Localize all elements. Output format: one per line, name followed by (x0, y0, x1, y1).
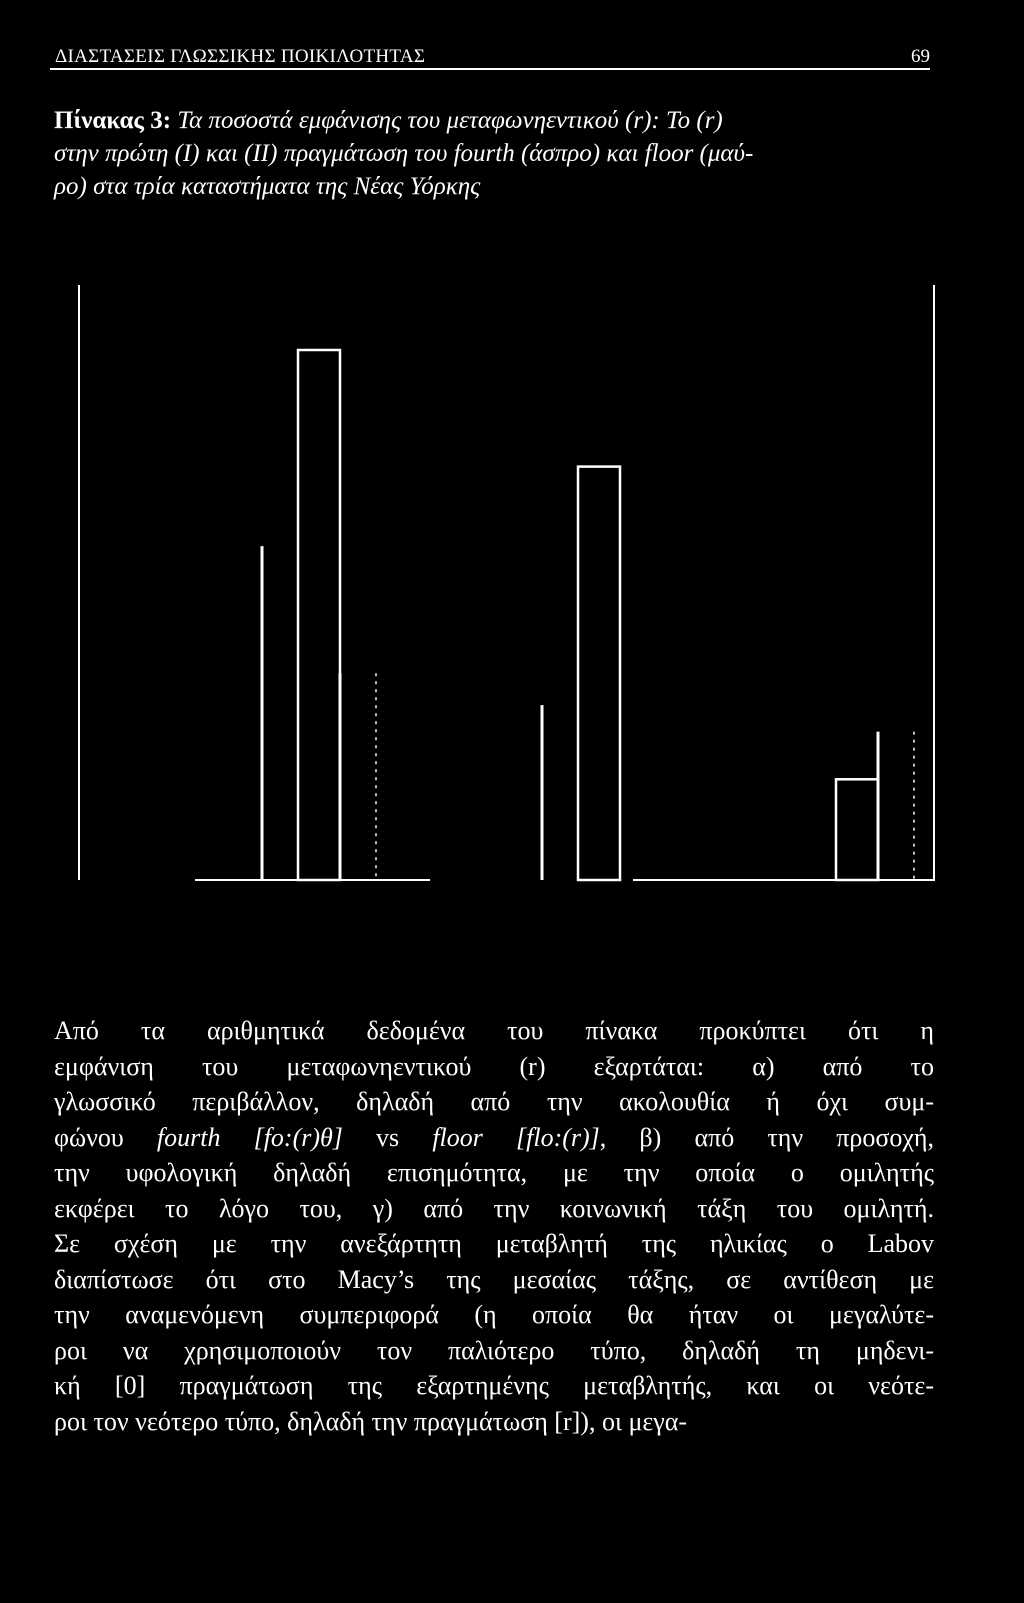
body-text-run: την υφολογική δηλαδή επισημότητα, με την οποία ο ομιλητής (54, 1158, 934, 1187)
caption-text: Τα ποσοστά εμφάνισης του μεταφωνηεντικού (r): Το (r) (177, 107, 723, 134)
body-line (54, 1262, 934, 1298)
bar-floor (836, 779, 878, 880)
caption-text: στην πρώτη (I) και (II) πραγμάτωση του fourth (άσπρο) και floor (μαύ- (54, 140, 754, 167)
caption-label: Πίνακας 3: (54, 107, 178, 134)
body-text-run: vs (342, 1122, 433, 1152)
body-line (54, 1155, 934, 1191)
body-text-run: εμφάνιση του μεταφωνηεντικού (r) εξαρτάται: α) από το (54, 1051, 934, 1081)
caption-text: ρο) στα τρία καταστήματα της Νέας Υόρκης (54, 173, 481, 200)
body-text-run: εκφέρει το λόγο του, γ) από την κοινωνική τάξη του ομιλητή. (54, 1193, 934, 1223)
body-text-run: Σε σχέση με την ανεξάρτητη μεταβλητή της ηλικίας ο Labov (54, 1229, 934, 1258)
body-text-run: γλωσσικό περιβάλλον, δηλαδή από την ακολουθία ή όχι συμ- (54, 1087, 934, 1116)
body-line (54, 1191, 934, 1227)
body-line (54, 1013, 934, 1049)
body-text-run: την αναμενόμενη συμπεριφορά (η οποία θα ήταν οι μεγαλύτε- (54, 1300, 934, 1329)
running-header (50, 46, 930, 70)
body-line (54, 1049, 934, 1085)
body-text-run: ροι να χρησιμοποιούν τον παλιότερο τύπο, δηλαδή τη μηδενι- (54, 1335, 934, 1365)
body-line (54, 1226, 934, 1262)
body-line (54, 1120, 934, 1156)
body-line (54, 1404, 934, 1440)
bar-floor (578, 467, 620, 880)
caption-lines (54, 104, 934, 203)
body-line (54, 1368, 934, 1404)
caption-line (54, 104, 934, 137)
body-text-run: , β) από την προσοχή, (599, 1122, 935, 1152)
body-text-run: κή [0] πραγμάτωση της εξαρτημένης μεταβλητής, και οι νεότε- (54, 1371, 934, 1400)
bar-chart (0, 270, 1024, 890)
body-text-run: Από τα αριθμητικά δεδομένα του πίνακα προκύπτει ότι η (54, 1016, 934, 1045)
body-line (54, 1333, 934, 1369)
italic-term: fourth [fo:(r)θ] (156, 1122, 343, 1152)
page-number: 69 (911, 46, 930, 67)
body-line (54, 1084, 934, 1120)
body-text-run: ροι τον νεότερο τύπο, δηλαδή την πραγμάτωση [r]), οι μεγα- (54, 1406, 688, 1436)
body-paragraph (54, 1013, 934, 1439)
body-text-run: φώνου (54, 1122, 157, 1152)
running-header-title: ΔΙΑΣΤΑΣΕΙΣ ΓΛΩΣΣΙΚΗΣ ΠΟΙΚΙΛΟΤΗΤΑΣ (55, 46, 426, 67)
caption-line (54, 170, 934, 203)
body-text-run: διαπίστωσε ότι στο Macy’s της μεσαίας τάξης, σε αντίθεση με (54, 1264, 934, 1294)
table-caption (54, 104, 934, 203)
caption-line (54, 137, 934, 170)
body-line (54, 1297, 934, 1333)
bar-floor (298, 350, 340, 880)
italic-term: floor [flo:(r)] (432, 1122, 600, 1152)
